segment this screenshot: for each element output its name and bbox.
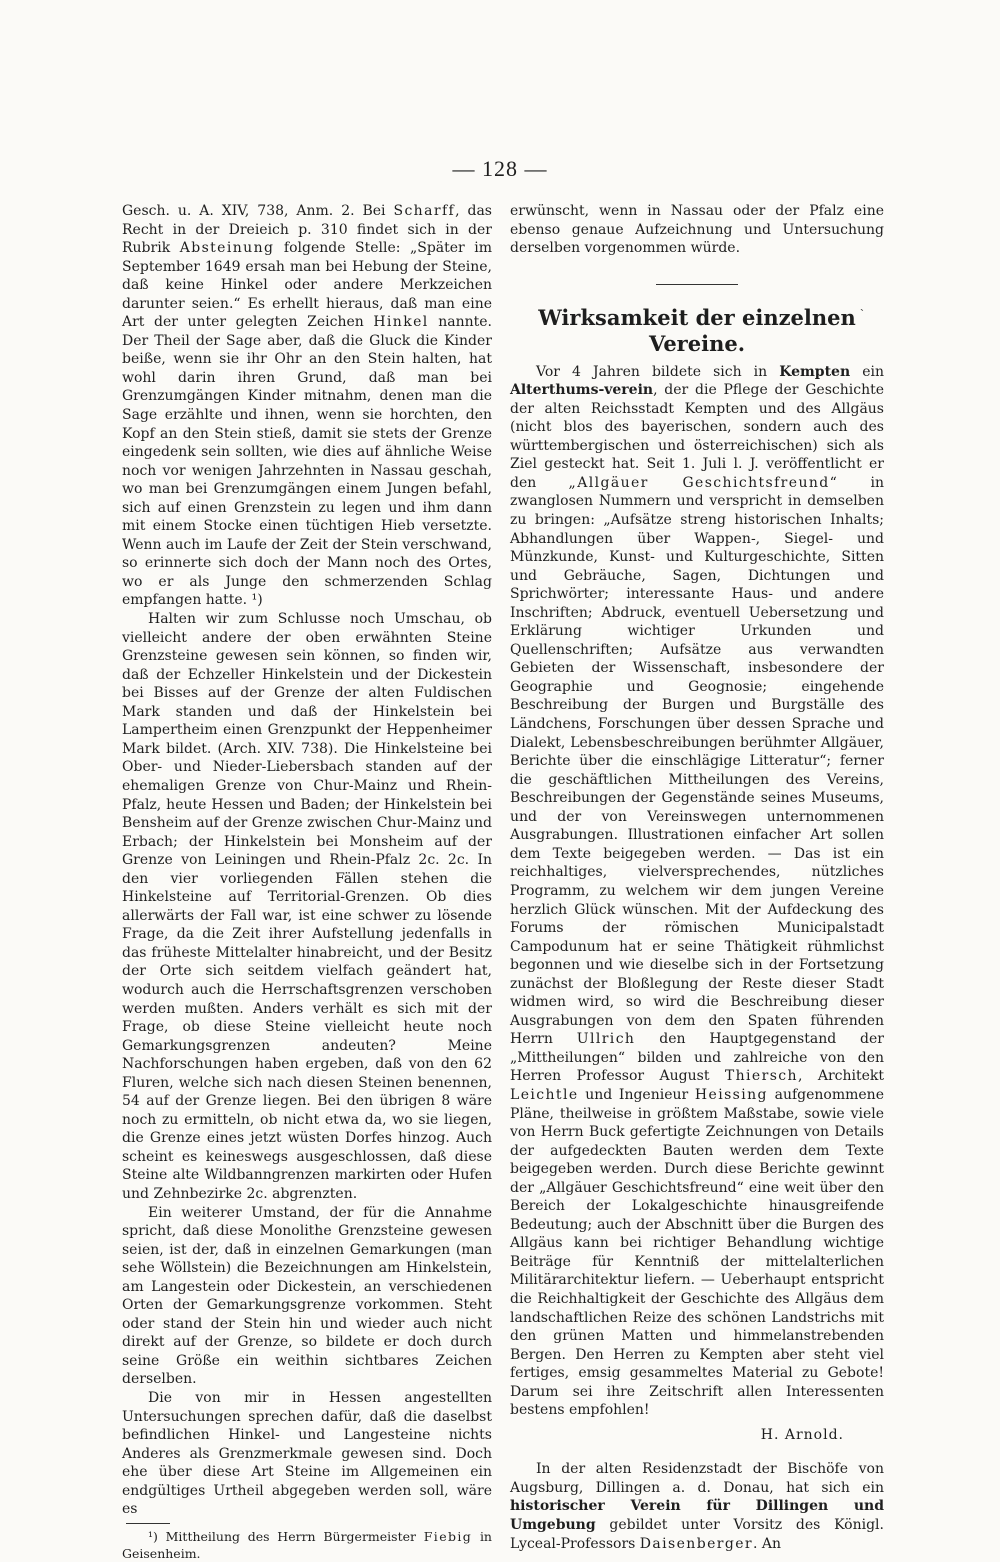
place-name: Kempten — [779, 363, 851, 380]
text-run: gebildet unter Vorsitz des Königl. Lyceal-Professors — [510, 1517, 884, 1552]
footnote-divider — [126, 1523, 170, 1524]
person-name: Thiersch — [724, 1068, 798, 1085]
right-column — [510, 202, 884, 1553]
footnote-person-name: Fiebig — [423, 1528, 473, 1544]
text-run: den Hauptgegenstand der „Mittheilungen“ bilden und zahlreiche von den Herren Professor August — [510, 1031, 884, 1085]
footnote — [122, 1528, 492, 1562]
page-number: — 128 — — [452, 156, 548, 181]
text-run: Gesch. u. A. XIV, 738, Anm. 2. Bei — [122, 203, 394, 219]
text-run: ein — [850, 363, 884, 380]
society-name: historischer Verein für Dillingen und Umgebung — [510, 1498, 884, 1533]
text-run: Vor 4 Jahren bildete sich in — [536, 363, 780, 380]
text-run: , Architekt — [797, 1068, 884, 1085]
paragraph: Die von mir in Hessen angestellten Untersuchungen sprechen dafür, daß die daselbst befindlichen Hinkel- und Langesteine nichts Anderes als Grenzmerkmale gewesen sind. Doch ehe über diese Art Steine im Allgemeinen ein endgültiges Urtheil abgegeben werden soll, wäre es — [122, 1390, 492, 1518]
text-run: ¹) Mittheilung des Herrn Bürgermeister — [148, 1528, 424, 1544]
paragraph: erwünscht, wenn in Nassau oder der Pfalz eine ebenso genaue Aufzeichnung und Untersuchung derselben vorgenommen würde. — [510, 203, 884, 257]
text-run: , der die Pflege der Geschichte der alten Reichsstadt Kempten und des Allgäus (nicht blos des bayerischen, sondern auch des württembergischen und österreichischen) sich als Ziel gesteckt hat. Seit 1. Juli l. J. veröffentlicht er den — [510, 382, 884, 491]
section-divider — [656, 284, 738, 285]
journal-title: „Allgäuer Geschichtsfreund“ — [568, 474, 839, 491]
text-run: in Geisenheim. — [122, 1528, 492, 1561]
rubric-term: Absteinung — [179, 240, 275, 257]
text-run: , das Recht in der Dreieich p. 310 findet sich in der Rubrik — [122, 203, 492, 257]
author-name: Scharff — [393, 203, 456, 219]
text-run: folgende Stelle: „Später im September 1649 ersah man bei Hebung der Steine, daß keine Hinkel oder andere Merkzeichen darunter seien.“ Es erhellt hieraus, daß man eine Art der unter gelegten Zeichen — [122, 240, 493, 331]
person-name: Heissing — [694, 1086, 768, 1103]
left-column — [122, 202, 492, 1562]
paragraph: Ein weiterer Umstand, der für die Annahme spricht, daß diese Monolithe Grenzsteine gewesen seien, ist der, daß in einzelnen Gemarkungen (man sehe Wöllstein) die Bezeichnungen am Hinkelstein, am Langestein oder Dickestein, an verschiedenen Orten der Gemarkungsgrenze vorkommen. Steht oder stand der Stein hin und wieder auch nicht direkt auf der Grenze, so bildete er doch durch seine Größe ein weithin sichtbares Zeichen derselben. — [122, 1204, 492, 1388]
person-name: Ullrich — [576, 1031, 636, 1048]
text-run: . An — [753, 1535, 782, 1552]
hook-mark: ˴ — [860, 300, 864, 315]
spacer — [510, 1444, 884, 1460]
text-run: nannte. Der Theil der Sage aber, daß die Gluck die Kinder beiße, wenn sie ihr Ohr an den Stein halten, hat wohl darin ihren Grund, daß man bei Grenzumgängen Kinder mitnahm, denen man die Sage erzählte und ihnen, wenn sie horchten, den Kopf an den Stein stieß, damit sie stets der Grenze eingedenk sein sollten, wie dies auf ähnliche Weise noch vor wenigen Jahrzehnten in Nassau geschah, wo man bei Grenzumgängen einem Jungen befahl, sich auf einen Grenzstein zu legen und ihm dann mit einem Stocke einen tüchtigen Hieb versetzte. Wenn auch im Laufe der Zeit der Stein verschwand, so erinnerte sich doch der Mann noch des Ortes, wo er als Junge den schmerzenden Schlag empfangen hatte. ¹) — [122, 314, 492, 609]
paragraph — [510, 363, 884, 1420]
paragraph — [510, 1460, 884, 1553]
text-run: in zwanglosen Nummern und verspricht in demselben zu bringen: „Aufsätze streng historischen Inhalts; Abhandlungen über Wappen-, Siegel- und Münzkunde, Kunst- und Kulturgeschichte, Sitten und Gebräuche, Sagen, Dichtungen und Sprichwörter; interessante Haus- und andere Inschriften; Abdruck, eventuell Uebersetzung und Erklärung wichtiger Urkunden und Quellenschriften; Aufsätze aus verwandten Gebieten der Wissenschaft, insbesondere der Geographie und Geognosie; eingehende Beschreibung der Burgen und Burgställe des Ländchens, Forschungen über dessen Sprache und Dialekt, Lebensbeschreibungen berühmter Allgäuer, Berichte über die einschlägige Litteratur“; ferner die geschäftlichen Mittheilungen des Vereins, Beschreibungen der Gegenstände seines Museums, und der von Vereinswegen unternommenen Ausgrabungen. Illustrationen einfacher Art sollen dem Texte beigegeben werden. — Das ist ein reichhaltiges, vielversprechendes, nützliches Programm, zu welchem wir dem jungen Vereine herzlich Glück wünschen. Mit der Aufdeckung des Forums der römischen Municipalstadt Campodunum hat er seine Thätigkeit rühmlichst begonnen und wie dieselbe sich in der Fortsetzung zunächst der Bloßlegung der Reste dieser Stadt widmen wird, so wird die Beschreibung dieser Ausgrabungen von dem den Spaten führenden Herrn — [510, 474, 884, 1048]
text-run: und Ingenieur — [578, 1086, 695, 1103]
person-name: Daisenberger — [639, 1535, 753, 1552]
society-name: Alterthums-verein — [510, 382, 654, 399]
paragraph — [122, 202, 492, 610]
text-run: aufgenommene Pläne, theilweise in größtem Maßstabe, sowie viele von Herrn Buck gefertigte Zeichnungen von Details der aufgedeckten Bauten werden dem Texte beigegeben werden. Durch diese Berichte gewinnt der „Allgäuer Geschichtsfreund“ eine weit über den Bereich der Lokalgeschichte hinausgreifende Bedeutung; auch der Abschnitt über die Burgen des Allgäus kann bei richtiger Behandlung wichtige Beiträge für Kenntniß der mittelalterlichen Militärarchitektur liefern. — Ueberhaupt entspricht die Reichhaltigkeit der Geschichte des Allgäus dem landschaftlichen Reize des schönen Landstrichs mit den grünen Matten und himmelanstrebenden Bergen. Den Herren zu Kempten aber steht viel fertiges, emsig gesammeltes Material zu Gebote! Darum sei ihre Zeitschrift allen Interessenten bestens empfohlen! — [510, 1086, 884, 1419]
term-hinkel: Hinkel — [373, 314, 429, 331]
text-run: In der alten Residenzstadt der Bischöfe von Augsburg, Dillingen a. d. Donau, hat sich ein — [510, 1461, 884, 1496]
paragraph: Halten wir zum Schlusse noch Umschau, ob vielleicht andere der oben erwähnten Steine Grenzsteine gewesen sein können, so finden wir, daß der Echzeller Hinkelstein und der Dickestein bei Bisses auf der Grenze der alten Fuldischen Mark standen und daß der Hinkelstein bei Lampertheim einen Grenzpunkt der Heppenheimer Mark bildet. (Arch. XIV. 738). Die Hinkelsteine bei Ober- und Nieder-Liebersbach standen auf der ehemaligen Grenze von Chur-Mainz und Rhein-Pfalz, heute Hessen und Baden; der Hinkelstein bei Bensheim auf der Grenze zwischen Chur-Mainz und Erbach; der Hinkelstein bei Monsheim auf der Grenze von Leiningen und Rhein-Pfalz 2c. 2c. In den vier vorliegenden Fällen stehen die Hinkelsteine auf Territorial-Grenzen. Ob dies allerwärts der Fall war, ist eine schwer zu lösende Frage, da die Zeit ihrer Aufstellung jedenfalls in das früheste Mittelalter hinabreicht, und der Besitz der Orte sich seitdem vielfach geändert hat, wodurch auch die Herrschaftsgrenzen verschoben werden mußten. Anders verhält es sich mit der Frage, ob diese Steine vielleicht heute noch Gemarkungsgrenzen andeuten? Meine Nachforschungen haben ergeben, daß von den 62 Fluren, welche sich nach diesen Steinen benennen, 54 auf der Grenze liegen. Bei den übrigen 8 wäre noch zu ermitteln, ob nicht etwa da, wo sie liegen, die Grenze eines jetzt wüsten Dorfes hinzog. Auch scheint es keineswegs ausgeschlossen, daß diese Steine alte Wildbanngrenzen markirten oder Hufen und Zehnbezirke 2c. abgrenzten. — [122, 611, 492, 1202]
signature: H. Arnold. — [760, 1426, 844, 1443]
person-name: Leichtle — [510, 1086, 579, 1103]
section-heading: Wirksamkeit der einzelnen Vereine. — [538, 304, 856, 356]
